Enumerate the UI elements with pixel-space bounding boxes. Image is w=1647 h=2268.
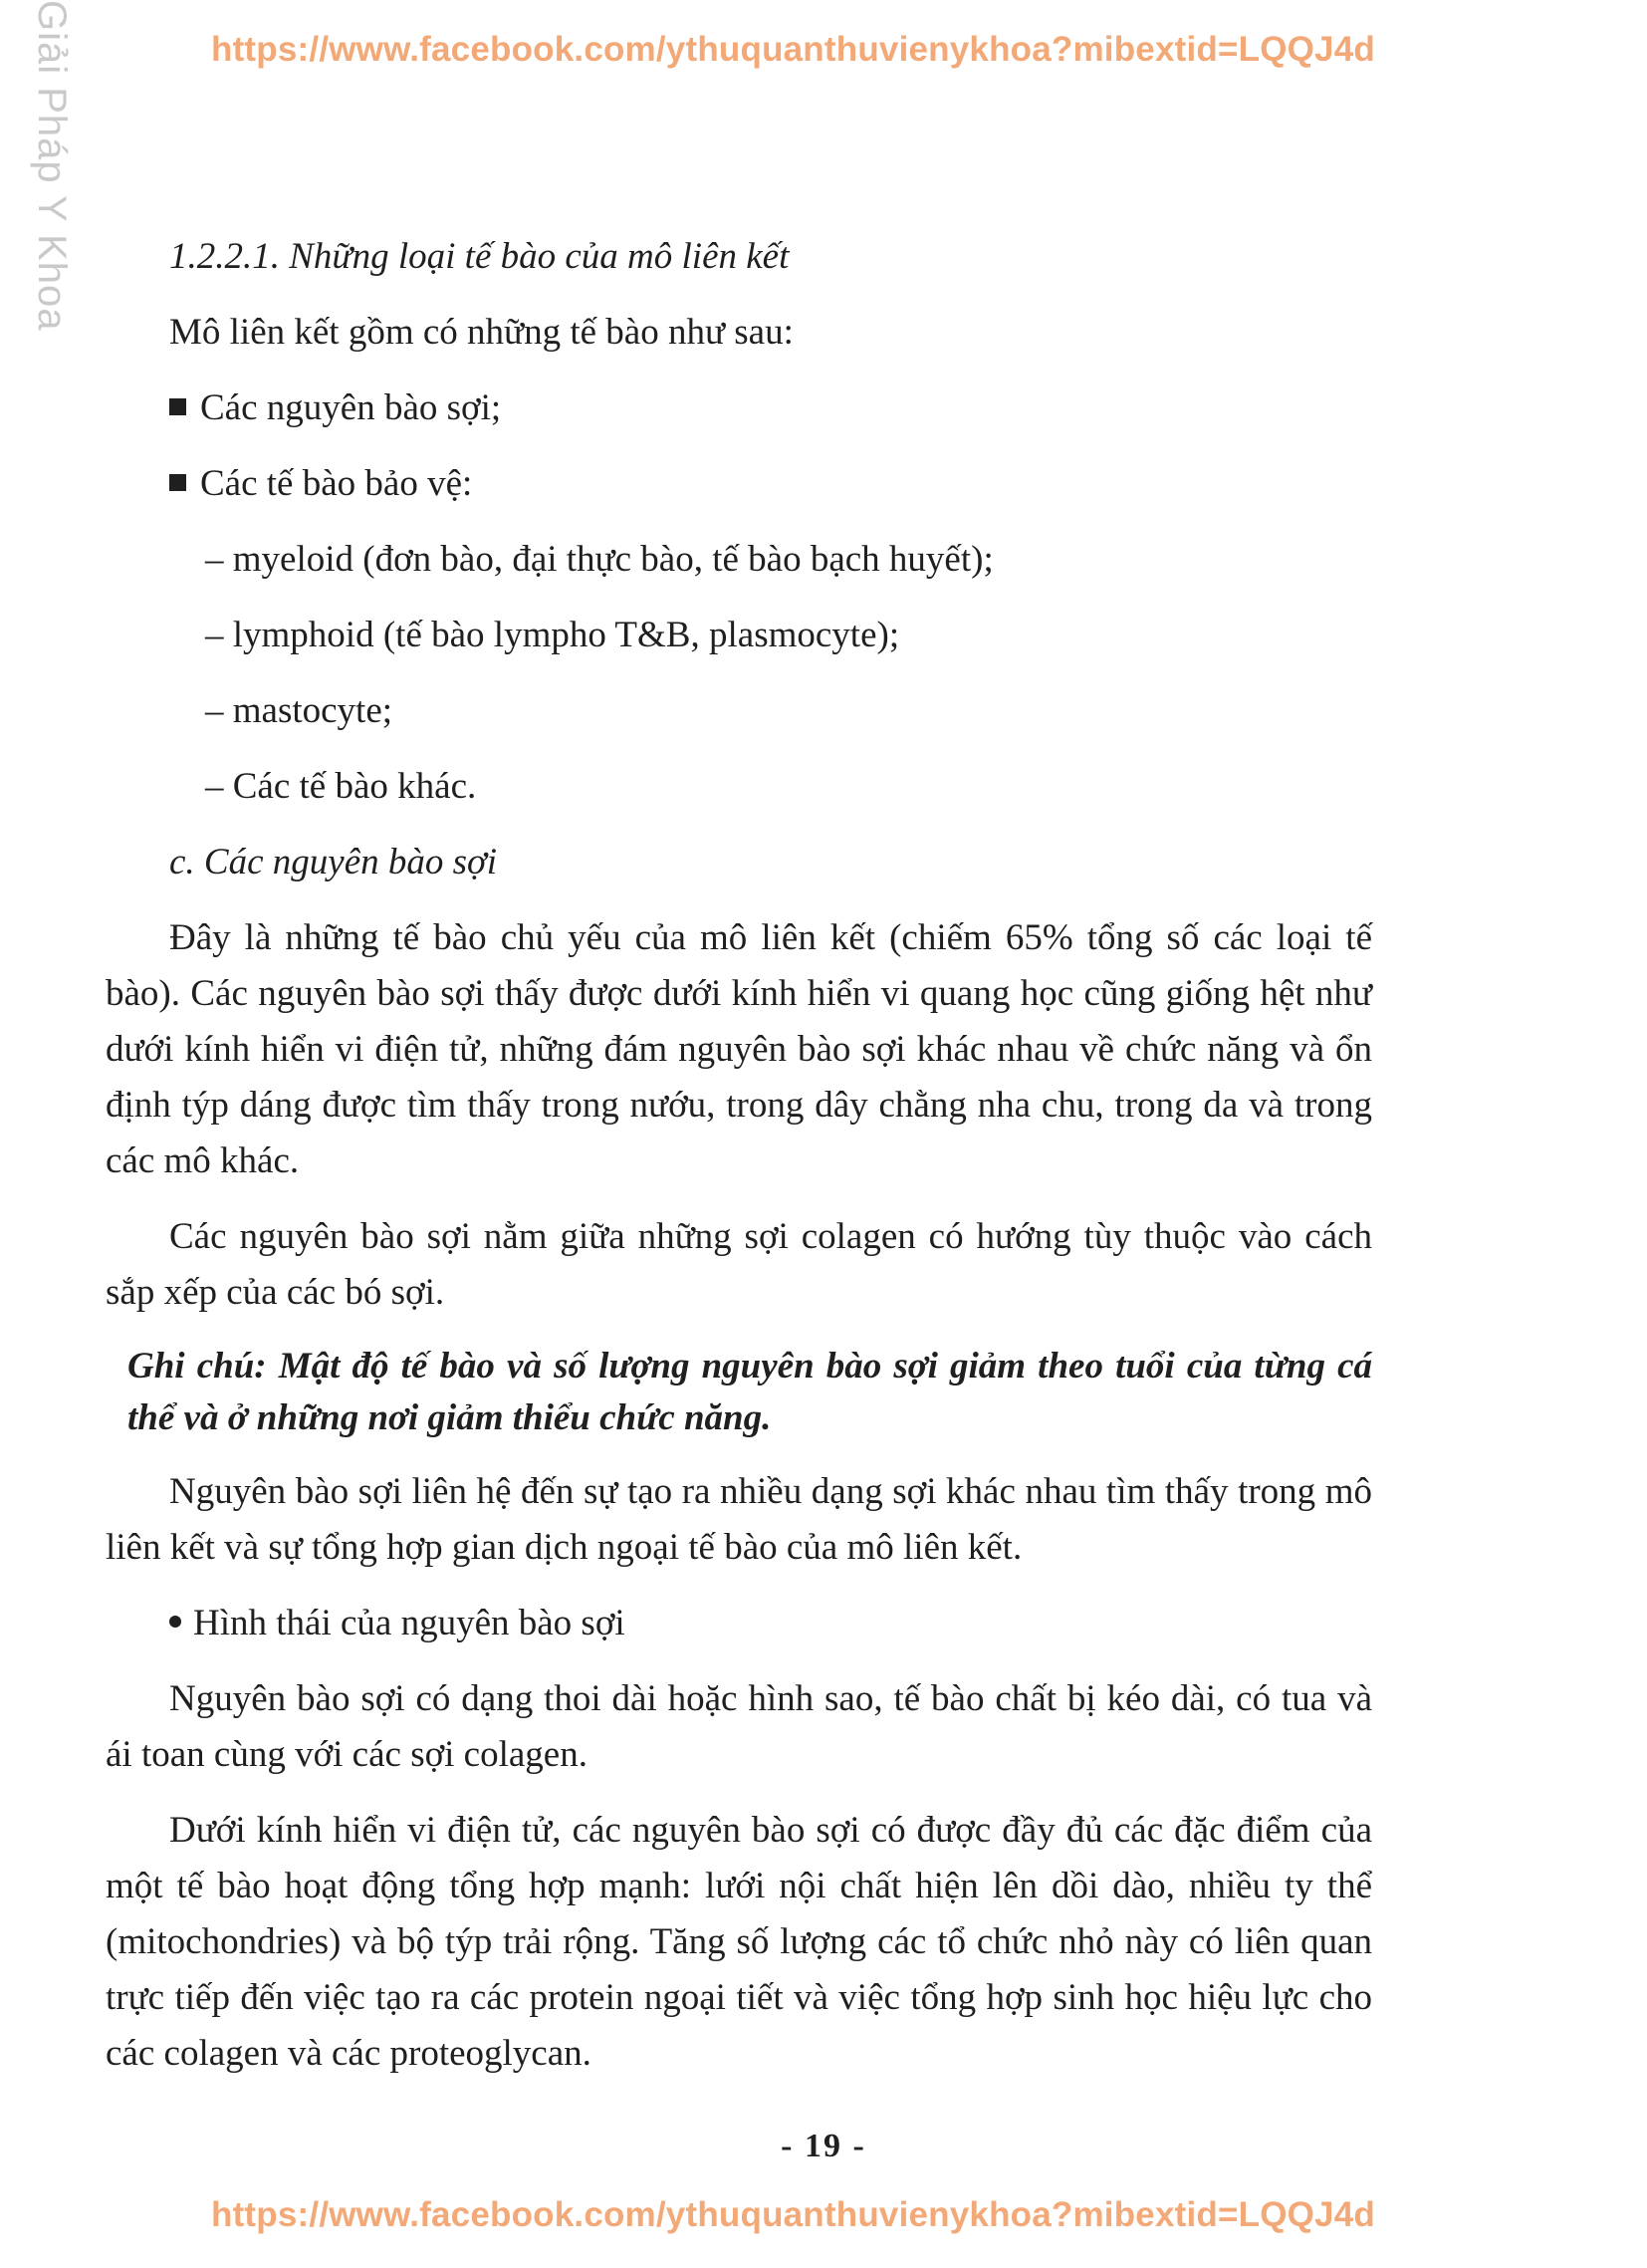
list-item-text: Các nguyên bào sợi; — [200, 387, 502, 428]
morphology-heading — [169, 1596, 1372, 1651]
section-intro: Mô liên kết gồm có những tế bào như sau: — [169, 312, 794, 353]
page-content — [106, 229, 1372, 2102]
list-item — [169, 456, 1372, 512]
round-bullet-icon — [169, 1616, 181, 1628]
sub-list-item: – mastocyte; — [205, 690, 393, 731]
morphology-heading-text: Hình thái của nguyên bào sợi — [193, 1603, 625, 1643]
paragraph: Đây là những tế bào chủ yếu của mô liên kết (chiếm 65% tổng số các loại tế bào). Các nguyên bào sợi thấy được dưới kính hiển vi quang học cũng giống hệt như dưới kính hiển vi điện tử, những đám nguyên bào sợi khác nhau về chức năng và ổn định týp dáng được tìm thấy trong nướu, trong dây chằng nha chu, trong da và trong các mô khác. — [106, 917, 1372, 1181]
watermark-url-bottom[interactable]: https://www.facebook.com/ythuquanthuvienykhoa?mibextid=LQQJ4d — [211, 2195, 1375, 2234]
watermark-url-top[interactable]: https://www.facebook.com/ythuquanthuvienykhoa?mibextid=LQQJ4d — [211, 30, 1375, 69]
sub-list-item: – Các tế bào khác. — [205, 766, 477, 807]
paragraph: Nguyên bào sợi liên hệ đến sự tạo ra nhiều dạng sợi khác nhau tìm thấy trong mô liên kết và sự tổng hợp gian dịch ngoại tế bào của mô liên kết. — [106, 1471, 1372, 1568]
note-block — [127, 1341, 1372, 1444]
square-bullet-icon — [169, 474, 186, 491]
square-bullet-icon — [169, 398, 186, 415]
paragraph: Dưới kính hiển vi điện tử, các nguyên bào sợi có được đầy đủ các đặc điểm của một tế bào hoạt động tổng hợp mạnh: lưới nội chất hiện lên dồi dào, nhiều ty thể (mitochondries) và bộ týp trải rộng. Tăng số lượng các tổ chức nhỏ này có liên quan trực tiếp đến việc tạo ra các protein ngoại tiết và việc tổng hợp sinh học hiệu lực cho các colagen và các proteoglycan. — [106, 1810, 1372, 2074]
sub-list-item: – myeloid (đơn bào, đại thực bào, tế bào bạch huyết); — [205, 539, 994, 580]
paragraph: Nguyên bào sợi có dạng thoi dài hoặc hình sao, tế bào chất bị kéo dài, có tua và ái toan cùng với các sợi colagen. — [106, 1678, 1372, 1775]
sub-list-item: – lymphoid (tế bào lympho T&B, plasmocyte); — [205, 615, 900, 655]
note-label: Ghi chú: — [127, 1346, 267, 1386]
section-heading: 1.2.2.1. Những loại tế bào của mô liên kết — [169, 236, 790, 277]
note-text: Mật độ tế bào và số lượng nguyên bào sợi giảm theo tuổi của từng cá thể và ở những nơi giảm thiểu chức năng. — [127, 1346, 1372, 1438]
page-number: - 19 - — [781, 2128, 866, 2164]
subsection-heading: c. Các nguyên bào sợi — [169, 842, 498, 882]
side-watermark: Giải Pháp Y Khoa — [30, 0, 74, 332]
paragraph: Các nguyên bào sợi nằm giữa những sợi colagen có hướng tùy thuộc vào cách sắp xếp của các bó sợi. — [106, 1216, 1372, 1313]
list-item-text: Các tế bào bảo vệ: — [200, 463, 473, 504]
list-item — [169, 380, 1372, 436]
